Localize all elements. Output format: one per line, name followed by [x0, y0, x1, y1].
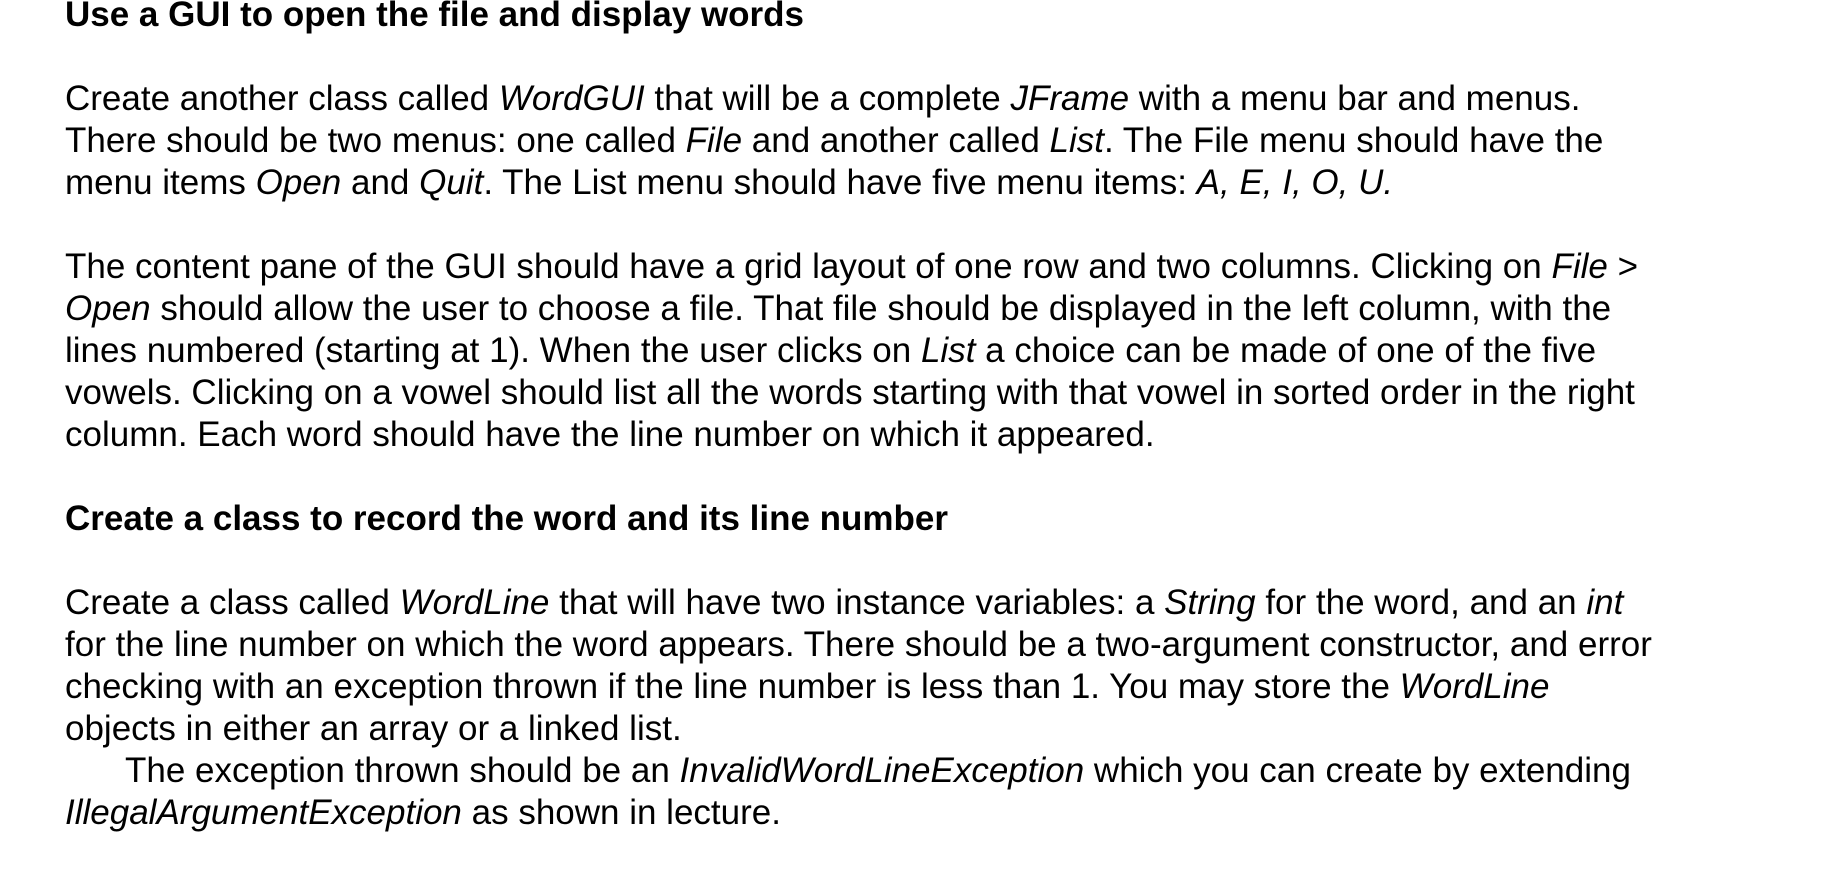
spacer: [65, 204, 1825, 246]
text-line: [65, 624, 1825, 666]
text-line: [65, 288, 1825, 330]
italic-term: File: [685, 121, 743, 160]
text-run: which you can create by extending: [1084, 751, 1631, 790]
italic-term: WordGUI: [498, 79, 645, 118]
italic-term: Open: [65, 289, 151, 328]
document-page: [65, 0, 1825, 834]
text-run: . The List menu should have five menu items:: [483, 163, 1197, 202]
text-line: [65, 414, 1825, 456]
text-line: [65, 162, 1825, 204]
text-run: . The File menu should have the: [1103, 121, 1604, 160]
italic-term: WordLine: [399, 583, 550, 622]
paragraph-wordline-class: [65, 582, 1825, 750]
text-run: checking with an exception thrown if the line number is less than 1. You may store the: [65, 667, 1400, 706]
text-run: column. Each word should have the line number on which it appeared.: [65, 415, 1155, 454]
italic-term: List: [1049, 121, 1104, 160]
text-run: >: [1607, 247, 1639, 286]
text-run: objects in either an array or a linked list.: [65, 709, 682, 748]
text-line: [65, 330, 1825, 372]
italic-term: JFrame: [1010, 79, 1130, 118]
text-run: vowels. Clicking on a vowel should list all the words starting with that vowel in sorted order in the right: [65, 373, 1635, 412]
paragraph-exception: [65, 750, 1825, 834]
text-line: [65, 792, 1825, 834]
text-run: and another called: [742, 121, 1050, 160]
italic-term: int: [1586, 583, 1624, 622]
italic-term: InvalidWordLineException: [679, 751, 1085, 790]
text-run: a choice can be made of one of the five: [975, 331, 1597, 370]
spacer: [65, 540, 1825, 582]
text-line: [65, 372, 1825, 414]
text-line: [65, 246, 1825, 288]
text-run: lines numbered (starting at 1). When the user clicks on: [65, 331, 921, 370]
text-line: [65, 708, 1825, 750]
text-run: that will have two instance variables: a: [549, 583, 1165, 622]
spacer: [65, 36, 1825, 78]
italic-term: WordLine: [1399, 667, 1550, 706]
text-run: as shown in lecture.: [461, 793, 781, 832]
italic-term: File: [1551, 247, 1608, 286]
text-run: with a menu bar and menus.: [1129, 79, 1581, 118]
text-line: [65, 120, 1825, 162]
text-line: [65, 750, 1825, 792]
spacer: [65, 456, 1825, 498]
text-run: The content pane of the GUI should have a grid layout of one row and two columns. Clicking on: [65, 247, 1552, 286]
text-run: There should be two menus: one called: [65, 121, 686, 160]
text-run: and: [341, 163, 420, 202]
text-line: [65, 582, 1825, 624]
text-run: Create another class called: [65, 79, 499, 118]
text-line: [65, 78, 1825, 120]
text-run: Create a class called: [65, 583, 400, 622]
text-run: for the word, and an: [1255, 583, 1587, 622]
italic-term: String: [1164, 583, 1256, 622]
italic-term: A, E, I, O, U.: [1196, 163, 1394, 202]
text-run: The exception thrown should be an: [125, 751, 680, 790]
section-heading-gui: Use a GUI to open the file and display words: [65, 0, 805, 34]
paragraph-wordgui-class: [65, 78, 1825, 204]
text-run: for the line number on which the word appears. There should be a two-argument constructor, and error: [65, 625, 1652, 664]
italic-term: List: [920, 331, 976, 370]
text-run: menu items: [65, 163, 256, 202]
italic-term: Quit: [419, 163, 484, 202]
section-heading-wordline: Create a class to record the word and its line number: [65, 499, 949, 538]
text-run: should allow the user to choose a file. That file should be displayed in the left column, with the: [150, 289, 1612, 328]
italic-term: IllegalArgumentException: [65, 793, 462, 832]
paragraph-content-pane: [65, 246, 1825, 456]
text-line: [65, 666, 1825, 708]
italic-term: Open: [255, 163, 342, 202]
text-run: that will be a complete: [644, 79, 1011, 118]
